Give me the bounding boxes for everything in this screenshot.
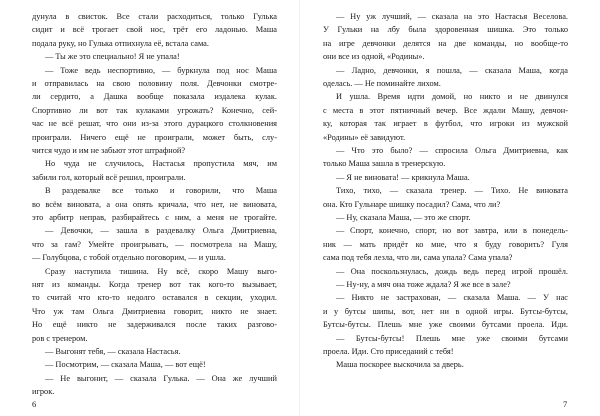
text-line: Сразу наступила тишина. Ну всё, скоро Машу выго- [45,266,277,276]
text-line: она. Кто Гульнаре шишку посадил? Сама, что ли? [323,199,501,209]
text-line: проиграли. Ничего ещё не проиграли, может быть, слу- [32,132,277,142]
text-line: — Ты же это специально! Я не упала! [45,52,180,62]
text-line: И ушла. Время идти домой, но никто и не двинулся [336,92,568,102]
text-line: нят из команды. Когда тренер вот так кого-то вызывает, [32,280,277,289]
text-line: Тихо, тихо, — сказала тренер. — Тихо. Не виновата [336,186,568,196]
text-line: — Ну уж лучший, — сказала на это Настасья Веселова. [336,12,568,21]
text-line: и отправилась на свою половину поля. Девчонки смотре- [32,79,277,88]
text-line: — Посмотрим, — сказала Маша, — вот ещё! [45,360,206,370]
text-line: забили гол, который всё решил, проиграли. [32,172,186,182]
text-line: Но ещё никто не задерживался после таких разгово- [32,320,277,330]
text-line: подала руку, но Гулька отпихнула её, встала сама. [32,38,209,48]
text-line: — Тоже ведь неспортивно, — буркнула под нос Маша [45,65,277,75]
text-line: проела. Иди. Сто приседаний с тебя! [323,347,454,356]
text-line: — Не выгонит, — сказала Гулька. — Она же лучший [45,373,277,383]
text-line: — Ладно, девчонки, я пошла, — сказала Маша, когда [336,65,568,75]
text-line: игрок. [32,387,55,397]
text-line: час не всё решат, что они из-за этого дурацкого столкновения [32,119,277,129]
text-line: на игре девчонки делятся на две команды, но вообще-то [323,38,568,48]
text-line: они все из одной, «Родины». [323,52,425,62]
text-line: — Я не виновата! — крикнула Маша. [336,172,470,182]
left-page [32,10,277,405]
text-line: Но чуда не случилось, Настасья пропустила мяч, им [45,159,277,169]
text-line: Маша поскорее выскочила за дверь. [336,360,464,370]
text-line: чится чудо и им не забьют этот штрафной? [32,146,186,155]
text-line: с места в этот пятничный вечер. Все ждали Машу, девчон- [323,105,568,115]
text-line: — Ну, сказала Маша, — это же спорт. [336,213,471,222]
text-line: — Спорт, конечно, спорт, но вот завтра, или в понедель- [336,226,568,236]
right-page [323,10,568,405]
text-line: ник — мать придёт ко мне, что я буду говорить? Гуля [323,239,568,249]
text-line: — Она поскользнулась, дождь ведь перед игрой прошёл. [336,266,568,276]
text-line: — Никто не застрахован, — сказала Маша. — У нас [336,293,568,303]
page-gutter [299,0,300,416]
text-line: это арбитр неправ, разбирайтесь с ним, а меня не трогайте. [32,213,277,222]
text-line: Спортивно ли вот так кулаками угрожать? Конечно, сей- [32,105,277,115]
text-line: оделась. — Не поминайте лихом. [323,79,441,88]
left-page-number: 6 [32,399,37,409]
text-line: во всём виновата, а она опять кричала, что нет, не виновата, [32,199,277,209]
text-line: У Гульки на лбу была здоровенная шишка. Это только [323,25,568,35]
text-line: Что уж там Ольга Дмитриевна говорит, никто не знает. [32,306,277,316]
text-line: дунула в свисток. Все стали расходиться, только Гулька [32,12,277,21]
right-page-number: 7 [563,399,568,409]
text-line: ку, которая так играет в футбол, что игроки из мужской [323,119,568,129]
text-line: Бутсы-бутсы. Плешь мне уже своими бутсами проела. Иди. [323,320,568,330]
text-line: — Что это было? — спросила Ольга Дмитриевна, как [336,146,568,155]
text-line: только Маша зашла в тренерскую. [323,159,446,169]
text-line: — Выгонят тебя, — сказала Настасья. [45,347,181,356]
text-line: сама под тебя лезла, что ли, сама упала? Сама упала? [323,253,513,263]
text-line: — Голубцова, с тобой отдельно поговорим, — и ушла. [32,253,226,263]
text-line: ров с тренером. [32,333,88,343]
text-line: — Девочки, — зашла в раздевалку Ольга Дмитриевна, [45,226,277,236]
text-line: сидит и всё трогает свой нос, трёт его ладонью. Маша [32,25,277,35]
text-line: то считай что кто-то недолго оставался в секции, уходил. [32,293,277,303]
text-line: что за гам? Умейте проигрывать, — посмотрела на Машу, [32,239,277,249]
text-line: ли сердито, а Дашка вообще показала издалека кулак. [32,92,277,102]
text-line: «Родины» её завидуют. [323,132,406,142]
text-line: — Ну-ну, а мяч она тоже ждала? Я же все в зале? [336,280,511,289]
text-line: и у бутсы шипы, вот, нет ни в одной игры. Бутсы-бутсы, [323,306,568,316]
text-line: — Бутсы-бутсы! Плешь мне уже своими бутсами [336,333,568,343]
text-line: В раздевалке все только и говорили, что Маша [45,186,277,196]
